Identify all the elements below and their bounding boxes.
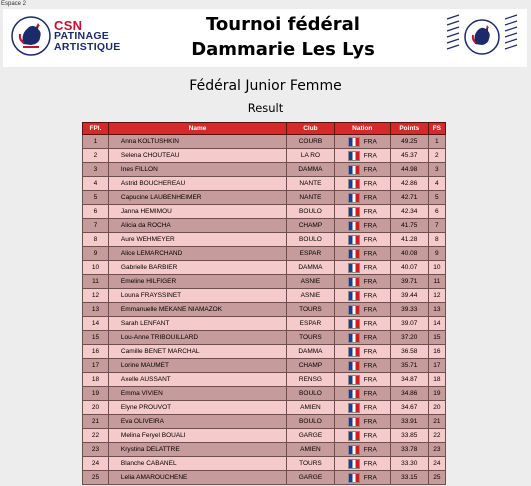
france-flag-icon xyxy=(348,473,360,483)
cell-nation xyxy=(334,401,390,415)
cell-points: 41.28 xyxy=(390,233,428,247)
france-flag-icon xyxy=(348,291,360,301)
category-title: Fédéral Junior Femme xyxy=(189,78,342,94)
france-flag-icon xyxy=(348,277,360,287)
cell-points: 36.58 xyxy=(390,345,428,359)
cell-club: TOURS xyxy=(287,331,335,345)
cell-name: Emma VIVIEN xyxy=(108,387,286,401)
cell-points: 40.07 xyxy=(390,261,428,275)
cell-club: ESPAR xyxy=(287,317,335,331)
france-flag-icon xyxy=(348,319,360,329)
table-header-row xyxy=(83,123,446,135)
result-heading: Result xyxy=(247,101,284,115)
france-flag-icon xyxy=(348,445,360,455)
cell-club: AMIEN xyxy=(287,401,335,415)
nation-code: FRA xyxy=(363,208,377,215)
cell-fpl: 18 xyxy=(83,373,109,387)
cell-fs: 16 xyxy=(428,345,445,359)
france-flag-icon xyxy=(348,417,360,427)
nation-code: FRA xyxy=(363,362,377,369)
cell-name: Anna KOLTUSHKIN xyxy=(108,135,286,149)
nation-code: FRA xyxy=(363,418,377,425)
france-flag-icon xyxy=(348,305,360,315)
cell-fs: 6 xyxy=(428,205,445,219)
nation-code: FRA xyxy=(363,236,377,243)
cell-fs: 3 xyxy=(428,163,445,177)
cell-nation xyxy=(334,471,390,485)
cell-club: COURB xyxy=(287,135,335,149)
cell-nation xyxy=(334,429,390,443)
page-header xyxy=(3,9,527,67)
cell-name: Capucine LAUBENHEIMER xyxy=(108,191,286,205)
cell-nation xyxy=(334,303,390,317)
cell-club: CHAMP xyxy=(287,359,335,373)
nation-code: FRA xyxy=(363,166,377,173)
cell-nation xyxy=(334,247,390,261)
cell-club: NANTE xyxy=(287,177,335,191)
cell-fs: 15 xyxy=(428,331,445,345)
cell-fs: 25 xyxy=(428,471,445,485)
brand-line-1: CSN xyxy=(54,18,83,33)
table-row xyxy=(83,359,446,373)
table-row xyxy=(83,331,446,345)
france-flag-icon xyxy=(348,459,360,469)
table-row xyxy=(83,401,446,415)
cell-nation xyxy=(334,233,390,247)
brand-line-2: PATINAGE xyxy=(54,30,110,42)
cell-points: 40.08 xyxy=(390,247,428,261)
cell-club: AMIEN xyxy=(287,443,335,457)
cell-points: 42.34 xyxy=(390,205,428,219)
cell-fpl: 21 xyxy=(83,415,109,429)
cell-club: BOULO xyxy=(287,205,335,219)
cell-name: Selena CHOUTEAU xyxy=(108,149,286,163)
cell-name: Gabrielle BARBIER xyxy=(108,261,286,275)
france-flag-icon xyxy=(348,389,360,399)
cell-nation xyxy=(334,261,390,275)
nation-code: FRA xyxy=(363,138,377,145)
cell-nation xyxy=(334,359,390,373)
cell-name: Alicia da ROCHA xyxy=(108,219,286,233)
cell-fs: 8 xyxy=(428,233,445,247)
cell-club: DAMMA xyxy=(287,163,335,177)
event-title xyxy=(183,12,383,62)
cell-nation xyxy=(334,149,390,163)
cell-fpl: 11 xyxy=(83,275,109,289)
cell-fpl: 24 xyxy=(83,457,109,471)
cell-fpl: 12 xyxy=(83,289,109,303)
nation-code: FRA xyxy=(363,278,377,285)
nation-code: FRA xyxy=(363,264,377,271)
tab-label[interactable]: Espace 2 xyxy=(1,1,27,7)
nation-code: FRA xyxy=(363,446,377,453)
cell-points: 41.75 xyxy=(390,219,428,233)
cell-fs: 1 xyxy=(428,135,445,149)
header-fs: FS xyxy=(428,123,445,135)
table-row xyxy=(83,247,446,261)
cell-fs: 13 xyxy=(428,303,445,317)
cell-points: 39.44 xyxy=(390,289,428,303)
cell-fpl: 17 xyxy=(83,359,109,373)
nation-code: FRA xyxy=(363,180,377,187)
cell-club: ASNIE xyxy=(287,289,335,303)
table-row xyxy=(83,149,446,163)
cell-name: Axelle AUSSANT xyxy=(108,373,286,387)
france-flag-icon xyxy=(348,361,360,371)
rooster-emblem-icon xyxy=(9,14,53,58)
cell-fs: 10 xyxy=(428,261,445,275)
cell-club: LA RO xyxy=(287,149,335,163)
cell-nation xyxy=(334,275,390,289)
cell-name: Melina Feryel BOUALI xyxy=(108,429,286,443)
cell-fs: 20 xyxy=(428,401,445,415)
header-club: Club xyxy=(287,123,335,135)
nation-code: FRA xyxy=(363,306,377,313)
cell-fs: 4 xyxy=(428,177,445,191)
cell-points: 34.87 xyxy=(390,373,428,387)
table-row xyxy=(83,415,446,429)
cell-fs: 18 xyxy=(428,373,445,387)
cell-fs: 7 xyxy=(428,219,445,233)
cell-nation xyxy=(334,331,390,345)
cell-fpl: 7 xyxy=(83,219,109,233)
results-table xyxy=(82,122,446,485)
nation-code: FRA xyxy=(363,250,377,257)
france-flag-icon xyxy=(348,221,360,231)
cell-nation xyxy=(334,443,390,457)
cell-fpl: 10 xyxy=(83,261,109,275)
cell-fs: 22 xyxy=(428,429,445,443)
cell-fs: 2 xyxy=(428,149,445,163)
table-row xyxy=(83,387,446,401)
nation-code: FRA xyxy=(363,376,377,383)
cell-fs: 12 xyxy=(428,289,445,303)
cell-club: TOURS xyxy=(287,457,335,471)
cell-nation xyxy=(334,177,390,191)
cell-club: DAMMA xyxy=(287,261,335,275)
cell-club: GARGE xyxy=(287,429,335,443)
cell-points: 34.86 xyxy=(390,387,428,401)
cell-nation xyxy=(334,317,390,331)
france-flag-icon xyxy=(348,403,360,413)
cell-fs: 23 xyxy=(428,443,445,457)
cell-nation xyxy=(334,457,390,471)
cell-club: BOULO xyxy=(287,233,335,247)
header-name: Name xyxy=(108,123,286,135)
cell-fs: 5 xyxy=(428,191,445,205)
cell-nation xyxy=(334,373,390,387)
header-points: Points xyxy=(390,123,428,135)
brand-line-3: ARTISTIQUE xyxy=(54,41,121,53)
event-title-line-1: Tournoi fédéral xyxy=(206,14,360,35)
cell-fpl: 20 xyxy=(83,401,109,415)
cell-name: Krystina DELATTRE xyxy=(108,443,286,457)
cell-points: 33.30 xyxy=(390,457,428,471)
cell-fs: 24 xyxy=(428,457,445,471)
cell-points: 39.07 xyxy=(390,317,428,331)
table-row xyxy=(83,289,446,303)
header-nation: Nation xyxy=(334,123,390,135)
cell-name: Blanche CABANEL xyxy=(108,457,286,471)
cell-points: 33.15 xyxy=(390,471,428,485)
cell-club: BOULO xyxy=(287,415,335,429)
cell-nation xyxy=(334,387,390,401)
france-flag-icon xyxy=(348,375,360,385)
header-fpl: FPl. xyxy=(83,123,109,135)
cell-fs: 19 xyxy=(428,387,445,401)
cell-name: Janna HEMIMOU xyxy=(108,205,286,219)
cell-name: Ines FILLON xyxy=(108,163,286,177)
nation-code: FRA xyxy=(363,194,377,201)
cell-fpl: 6 xyxy=(83,205,109,219)
cell-name: Emmanuelle MEKANE NIAMAZOK xyxy=(108,303,286,317)
cell-points: 42.71 xyxy=(390,191,428,205)
cell-points: 39.33 xyxy=(390,303,428,317)
cell-points: 44.98 xyxy=(390,163,428,177)
cell-nation xyxy=(334,289,390,303)
cell-fpl: 15 xyxy=(83,331,109,345)
cell-name: Lorine MAUMET xyxy=(108,359,286,373)
table-row xyxy=(83,191,446,205)
cell-fpl: 13 xyxy=(83,303,109,317)
cell-name: Lou-Anne TRIBOUILLARD xyxy=(108,331,286,345)
table-row xyxy=(83,429,446,443)
france-flag-icon xyxy=(348,207,360,217)
cell-nation xyxy=(334,163,390,177)
cell-name: Louna FRAYSSINET xyxy=(108,289,286,303)
table-row xyxy=(83,443,446,457)
cell-nation xyxy=(334,191,390,205)
cell-name: Emeline HILFIGER xyxy=(108,275,286,289)
cell-club: GARGE xyxy=(287,471,335,485)
cell-nation xyxy=(334,415,390,429)
cell-fpl: 8 xyxy=(83,233,109,247)
cell-fpl: 16 xyxy=(83,345,109,359)
cell-fpl: 2 xyxy=(83,149,109,163)
cell-fpl: 5 xyxy=(83,191,109,205)
table-row xyxy=(83,471,446,485)
cell-fpl: 14 xyxy=(83,317,109,331)
cell-name: Eva OLIVEIRA xyxy=(108,415,286,429)
france-flag-icon xyxy=(348,431,360,441)
cell-points: 34.67 xyxy=(390,401,428,415)
cell-fpl: 3 xyxy=(83,163,109,177)
cell-name: Alice LEMARCHAND xyxy=(108,247,286,261)
cell-points: 37.20 xyxy=(390,331,428,345)
cell-fpl: 22 xyxy=(83,429,109,443)
nation-code: FRA xyxy=(363,152,377,159)
cell-club: TOURS xyxy=(287,303,335,317)
nation-code: FRA xyxy=(363,292,377,299)
event-title-line-2: Dammarie Les Lys xyxy=(191,39,375,60)
table-row xyxy=(83,457,446,471)
cell-points: 45.37 xyxy=(390,149,428,163)
table-row xyxy=(83,373,446,387)
france-flag-icon xyxy=(348,333,360,343)
cell-name: Lelia AMAROUCHENE xyxy=(108,471,286,485)
cell-fpl: 4 xyxy=(83,177,109,191)
cell-club: DAMMA xyxy=(287,345,335,359)
cell-points: 33.91 xyxy=(390,415,428,429)
cell-fpl: 25 xyxy=(83,471,109,485)
nation-code: FRA xyxy=(363,460,377,467)
nation-code: FRA xyxy=(363,320,377,327)
table-row xyxy=(83,275,446,289)
cell-nation xyxy=(334,205,390,219)
nation-code: FRA xyxy=(363,222,377,229)
france-flag-icon xyxy=(348,151,360,161)
table-row xyxy=(83,261,446,275)
cell-name: Camille BENET MARCHAL xyxy=(108,345,286,359)
table-row xyxy=(83,177,446,191)
cell-name: Astrid BOUCHEREAU xyxy=(108,177,286,191)
cell-nation xyxy=(334,219,390,233)
cell-points: 42.86 xyxy=(390,177,428,191)
table-row xyxy=(83,135,446,149)
table-row xyxy=(83,317,446,331)
cell-name: Elyne PROUVOT xyxy=(108,401,286,415)
nation-code: FRA xyxy=(363,390,377,397)
cell-points: 33.78 xyxy=(390,443,428,457)
nation-code: FRA xyxy=(363,334,377,341)
cell-club: BOULO xyxy=(287,387,335,401)
cell-fs: 11 xyxy=(428,275,445,289)
cell-club: RENSG xyxy=(287,373,335,387)
france-flag-icon xyxy=(348,347,360,357)
cell-club: ASNIE xyxy=(287,275,335,289)
cell-points: 49.25 xyxy=(390,135,428,149)
cell-fpl: 19 xyxy=(83,387,109,401)
federation-logo-icon xyxy=(445,13,519,61)
table-row xyxy=(83,163,446,177)
table-row xyxy=(83,345,446,359)
cell-points: 39.71 xyxy=(390,275,428,289)
nation-code: FRA xyxy=(363,432,377,439)
cell-fs: 21 xyxy=(428,415,445,429)
nation-code: FRA xyxy=(363,474,377,481)
cell-fpl: 9 xyxy=(83,247,109,261)
cell-nation xyxy=(334,345,390,359)
table-row xyxy=(83,205,446,219)
cell-fs: 9 xyxy=(428,247,445,261)
cell-nation xyxy=(334,135,390,149)
cell-points: 35.71 xyxy=(390,359,428,373)
france-flag-icon xyxy=(348,235,360,245)
france-flag-icon xyxy=(348,179,360,189)
table-row xyxy=(83,219,446,233)
table-row xyxy=(83,233,446,247)
cell-club: NANTE xyxy=(287,191,335,205)
nation-code: FRA xyxy=(363,404,377,411)
france-flag-icon xyxy=(348,263,360,273)
france-flag-icon xyxy=(348,137,360,147)
cell-points: 33.85 xyxy=(390,429,428,443)
nation-code: FRA xyxy=(363,348,377,355)
cell-fs: 14 xyxy=(428,317,445,331)
cell-club: ESPAR xyxy=(287,247,335,261)
csn-logo xyxy=(9,14,139,58)
cell-name: Sarah LENFANT xyxy=(108,317,286,331)
france-flag-icon xyxy=(348,249,360,259)
cell-fpl: 23 xyxy=(83,443,109,457)
france-flag-icon xyxy=(348,193,360,203)
cell-name: Aure WEHMEYER xyxy=(108,233,286,247)
cell-fpl: 1 xyxy=(83,135,109,149)
cell-club: CHAMP xyxy=(287,219,335,233)
cell-fs: 17 xyxy=(428,359,445,373)
france-flag-icon xyxy=(348,165,360,175)
table-row xyxy=(83,303,446,317)
